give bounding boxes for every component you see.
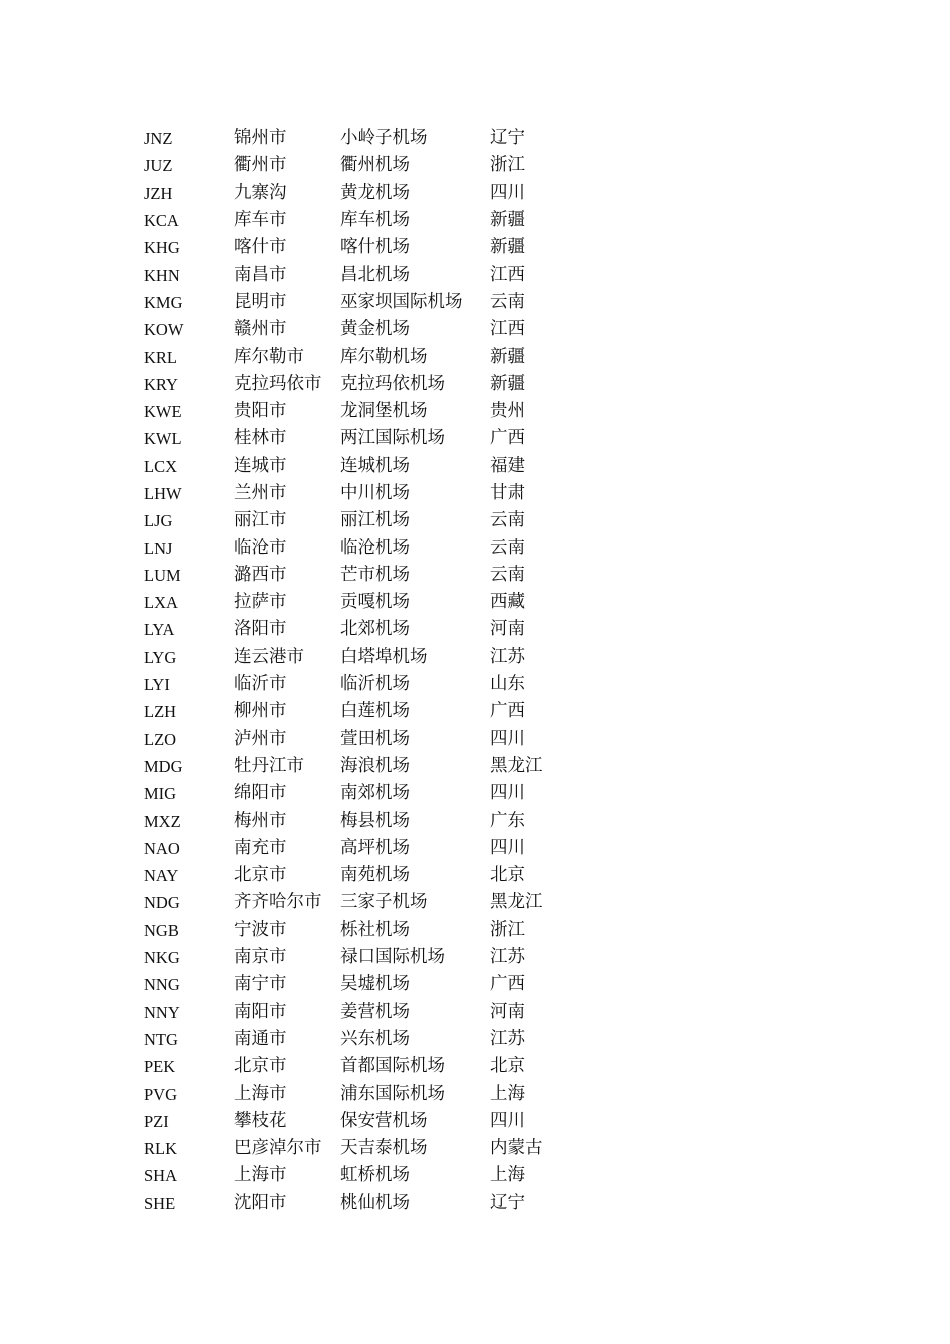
province-cell: 内蒙古	[490, 1138, 543, 1159]
table-row	[144, 1108, 584, 1135]
city-cell: 上海市	[234, 1083, 287, 1104]
province-cell: 西藏	[490, 592, 525, 613]
airport-code-cell: LZO	[144, 729, 177, 749]
table-row	[144, 207, 584, 234]
province-cell: 河南	[490, 619, 525, 640]
city-cell: 南昌市	[234, 264, 287, 285]
airport-code-cell: LNJ	[144, 538, 173, 558]
airport-code-cell: KHG	[144, 238, 180, 258]
province-cell: 北京	[490, 1056, 525, 1077]
airport-name-cell: 姜营机场	[340, 1001, 410, 1022]
table-row	[144, 480, 584, 507]
province-cell: 新疆	[490, 346, 525, 367]
airport-name-cell: 库尔勒机场	[340, 346, 428, 367]
province-cell: 江西	[490, 319, 525, 340]
airport-code-cell: PZI	[144, 1111, 169, 1131]
airport-name-cell: 临沂机场	[340, 674, 410, 695]
city-cell: 梅州市	[234, 810, 287, 831]
province-cell: 四川	[490, 783, 525, 804]
city-cell: 拉萨市	[234, 592, 287, 613]
city-cell: 库尔勒市	[234, 346, 304, 367]
airport-name-cell: 南苑机场	[340, 865, 410, 886]
airport-name-cell: 白塔埠机场	[340, 646, 428, 667]
airport-name-cell: 高坪机场	[340, 837, 410, 858]
airport-code-cell: LCX	[144, 456, 177, 476]
city-cell: 衢州市	[234, 155, 287, 176]
airport-name-cell: 昌北机场	[340, 264, 410, 285]
airport-code-cell: KOW	[144, 320, 184, 340]
airport-name-cell: 萱田机场	[340, 728, 410, 749]
table-row	[144, 726, 584, 753]
airport-name-cell: 龙洞堡机场	[340, 401, 428, 422]
airport-code-cell: JNZ	[144, 129, 173, 149]
table-row	[144, 152, 584, 179]
airport-code-cell: NGB	[144, 920, 179, 940]
city-cell: 贵阳市	[234, 401, 287, 422]
table-row	[144, 453, 584, 480]
table-row	[144, 1162, 584, 1189]
table-row	[144, 316, 584, 343]
province-cell: 黑龙江	[490, 892, 543, 913]
airport-code-cell: LYG	[144, 647, 177, 667]
province-cell: 福建	[490, 455, 525, 476]
province-cell: 浙江	[490, 919, 525, 940]
table-row	[144, 616, 584, 643]
airport-code-cell: KWL	[144, 429, 182, 449]
airport-code-cell: NAO	[144, 838, 180, 858]
airport-code-cell: KWE	[144, 402, 182, 422]
airport-name-cell: 中川机场	[340, 483, 410, 503]
airport-code-cell: JZH	[144, 183, 173, 203]
airport-code-cell: LHW	[144, 484, 182, 503]
city-cell: 锦州市	[234, 128, 287, 149]
airport-name-cell: 黄金机场	[340, 319, 410, 340]
table-row	[144, 1080, 584, 1107]
table-row	[144, 261, 584, 288]
province-cell: 云南	[490, 537, 525, 558]
airport-name-cell: 虹桥机场	[340, 1165, 410, 1186]
airport-code-cell: KRL	[144, 347, 177, 367]
table-row	[144, 1135, 584, 1162]
table-row	[144, 671, 584, 698]
table-row	[144, 889, 584, 916]
city-cell: 桂林市	[234, 428, 287, 449]
airport-code-cell: NNY	[144, 1002, 180, 1022]
province-cell: 广西	[490, 701, 525, 722]
airport-code-cell: LUM	[144, 565, 181, 585]
city-cell: 北京市	[234, 1056, 287, 1077]
province-cell: 四川	[490, 1110, 525, 1131]
table-row	[144, 917, 584, 944]
city-cell: 南通市	[234, 1028, 287, 1049]
table-row	[144, 835, 584, 862]
city-cell: 齐齐哈尔市	[234, 892, 322, 913]
province-cell: 浙江	[490, 155, 525, 176]
province-cell: 辽宁	[490, 1192, 525, 1213]
province-cell: 新疆	[490, 373, 525, 394]
province-cell: 江苏	[490, 1028, 525, 1049]
table-row	[144, 862, 584, 889]
province-cell: 云南	[490, 291, 525, 312]
airport-code-cell: KRY	[144, 374, 178, 394]
table-row	[144, 999, 584, 1026]
airport-name-cell: 巫家坝国际机场	[340, 291, 463, 312]
province-cell: 贵州	[490, 401, 525, 422]
airport-code-cell: LYA	[144, 620, 175, 640]
city-cell: 牡丹江市	[234, 755, 304, 776]
table-row	[144, 589, 584, 616]
province-cell: 新疆	[490, 210, 525, 231]
city-cell: 丽江市	[234, 510, 287, 531]
city-cell: 连城市	[234, 455, 287, 476]
city-cell: 沈阳市	[234, 1192, 287, 1213]
province-cell: 江西	[490, 264, 525, 285]
city-cell: 克拉玛依市	[234, 373, 322, 394]
airport-code-cell: PEK	[144, 1057, 176, 1077]
airport-name-cell: 北郊机场	[340, 619, 410, 640]
city-cell: 洛阳市	[234, 619, 287, 640]
province-cell: 新疆	[490, 237, 525, 258]
airport-name-cell: 浦东国际机场	[340, 1083, 445, 1104]
province-cell: 四川	[490, 837, 525, 858]
airport-name-cell: 梅县机场	[340, 810, 410, 831]
airport-name-cell: 小岭子机场	[340, 128, 428, 149]
city-cell: 兰州市	[234, 483, 287, 503]
table-row	[144, 234, 584, 261]
airport-code-cell: NDG	[144, 893, 180, 913]
province-cell: 上海	[490, 1165, 525, 1186]
city-cell: 泸州市	[234, 728, 287, 749]
city-cell: 赣州市	[234, 319, 287, 340]
airport-code-cell: KMG	[144, 292, 183, 312]
table-row	[144, 507, 584, 534]
table-row	[144, 343, 584, 370]
province-cell: 四川	[490, 728, 525, 749]
airport-name-cell: 库车机场	[340, 210, 410, 231]
table-row	[144, 534, 584, 561]
airport-code-cell: MDG	[144, 756, 183, 776]
table-row	[144, 180, 584, 207]
city-cell: 上海市	[234, 1165, 287, 1186]
airport-code-cell: SHA	[144, 1166, 178, 1186]
province-cell: 黑龙江	[490, 755, 543, 776]
airport-name-cell: 天吉泰机场	[340, 1138, 428, 1159]
airport-code-cell: KHN	[144, 265, 180, 285]
province-cell: 云南	[490, 510, 525, 531]
table-row	[144, 753, 584, 780]
airport-name-cell: 两江国际机场	[340, 428, 445, 449]
city-cell: 南充市	[234, 837, 287, 858]
province-cell: 河南	[490, 1001, 525, 1022]
table-row	[144, 371, 584, 398]
airport-name-cell: 禄口国际机场	[340, 947, 445, 968]
city-cell: 北京市	[234, 865, 287, 886]
city-cell: 喀什市	[234, 237, 287, 258]
province-cell: 四川	[490, 182, 525, 203]
airport-name-cell: 南郊机场	[340, 783, 410, 804]
province-cell: 江苏	[490, 646, 525, 667]
table-row	[144, 780, 584, 807]
city-cell: 攀枝花	[234, 1110, 287, 1131]
airport-code-cell: MXZ	[144, 811, 181, 831]
table-row	[144, 807, 584, 834]
airport-name-cell: 连城机场	[340, 455, 410, 476]
airport-name-cell: 三家子机场	[340, 892, 428, 913]
airport-name-cell: 栎社机场	[340, 919, 410, 940]
airport-code-cell: RLK	[144, 1139, 177, 1159]
airport-name-cell: 首都国际机场	[340, 1056, 445, 1077]
airport-name-cell: 衢州机场	[340, 155, 410, 176]
airport-name-cell: 芒市机场	[340, 564, 410, 585]
airport-name-cell: 保安营机场	[340, 1110, 428, 1131]
airport-code-cell: NTG	[144, 1029, 178, 1049]
airport-name-cell: 临沧机场	[340, 537, 410, 558]
table-row	[144, 1190, 584, 1217]
airport-name-cell: 黄龙机场	[340, 182, 410, 203]
airport-code-cell: NKG	[144, 948, 180, 968]
airport-code-cell: LXA	[144, 593, 178, 613]
table-row	[144, 562, 584, 589]
city-cell: 绵阳市	[234, 783, 287, 804]
province-cell: 江苏	[490, 947, 525, 968]
airport-code-cell: MIG	[144, 784, 177, 804]
airport-name-cell: 克拉玛依机场	[340, 373, 445, 394]
airport-name-cell: 贡嘎机场	[340, 592, 410, 613]
city-cell: 潞西市	[234, 564, 287, 585]
airport-code-cell: LJG	[144, 511, 173, 531]
airport-code-cell: LZH	[144, 702, 177, 722]
airport-code-cell: JUZ	[144, 156, 173, 176]
province-cell: 广西	[490, 428, 525, 449]
table-row	[144, 1053, 584, 1080]
city-cell: 临沧市	[234, 537, 287, 558]
city-cell: 临沂市	[234, 674, 287, 695]
airport-code-table	[144, 125, 584, 1217]
table-row	[144, 425, 584, 452]
city-cell: 南宁市	[234, 974, 287, 995]
city-cell: 宁波市	[234, 919, 287, 940]
province-cell: 广西	[490, 974, 525, 995]
table-row	[144, 944, 584, 971]
table-row	[144, 289, 584, 316]
table-row	[144, 644, 584, 671]
city-cell: 南京市	[234, 947, 287, 968]
province-cell: 云南	[490, 564, 525, 585]
table-row	[144, 971, 584, 998]
province-cell: 北京	[490, 865, 525, 886]
province-cell: 山东	[490, 674, 525, 695]
province-cell: 甘肃	[490, 483, 525, 503]
airport-name-cell: 海浪机场	[340, 755, 410, 776]
city-cell: 库车市	[234, 210, 287, 231]
airport-name-cell: 白莲机场	[340, 701, 410, 722]
city-cell: 昆明市	[234, 291, 287, 312]
airport-code-cell: KCA	[144, 211, 179, 231]
airport-name-cell: 兴东机场	[340, 1028, 410, 1049]
airport-name-cell: 丽江机场	[340, 510, 410, 531]
airport-code-cell: NNG	[144, 975, 180, 995]
airport-code-cell: LYI	[144, 675, 170, 695]
airport-code-cell: SHE	[144, 1193, 176, 1213]
city-cell: 九寨沟	[234, 182, 287, 203]
province-cell: 辽宁	[490, 128, 525, 149]
table-row	[144, 398, 584, 425]
city-cell: 南阳市	[234, 1001, 287, 1022]
city-cell: 巴彦淖尔市	[234, 1138, 322, 1159]
airport-name-cell: 吴墟机场	[340, 974, 410, 995]
airport-name-cell: 喀什机场	[340, 237, 410, 258]
province-cell: 广东	[490, 810, 525, 831]
airport-code-cell: PVG	[144, 1084, 178, 1104]
table-row	[144, 1026, 584, 1053]
city-cell: 柳州市	[234, 701, 287, 722]
table-row	[144, 125, 584, 152]
province-cell: 上海	[490, 1083, 525, 1104]
city-cell: 连云港市	[234, 646, 304, 667]
table-row	[144, 698, 584, 725]
airport-name-cell: 桃仙机场	[340, 1192, 410, 1213]
airport-code-cell: NAY	[144, 866, 179, 886]
